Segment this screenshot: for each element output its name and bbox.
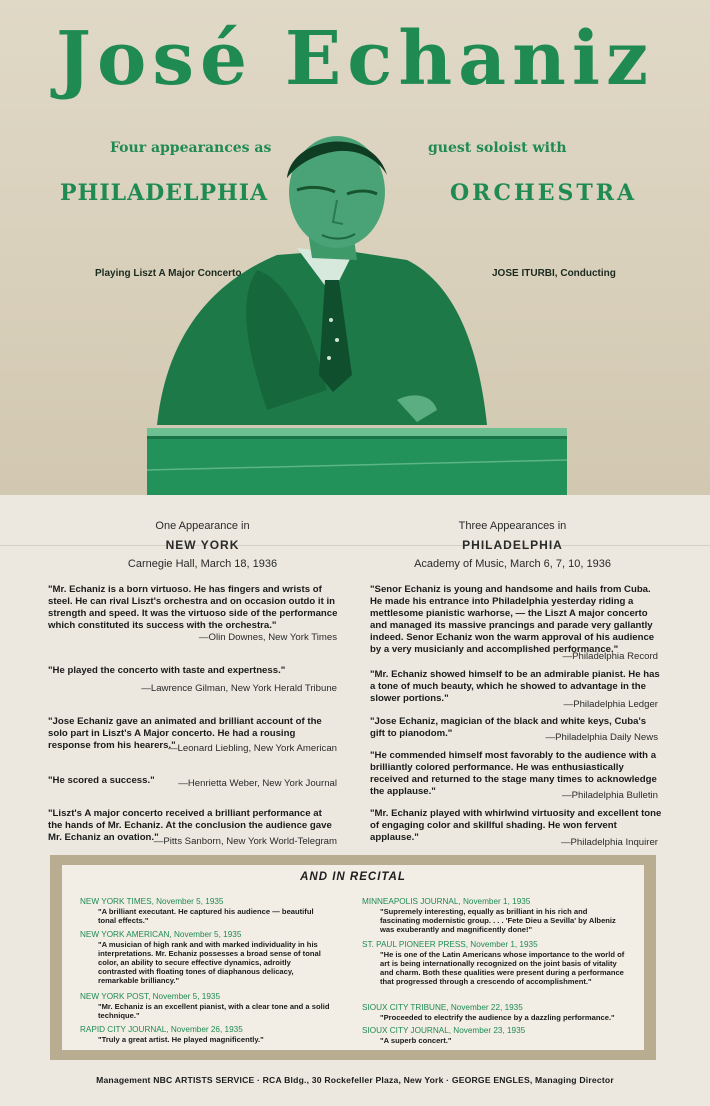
quote-text: "Liszt's A major concerto received a brilliant performance at the hands of Mr. Echaniz. At the conclusion the audience gave Mr. Echaniz an ovation." [48,808,332,843]
review-source: SIOUX CITY JOURNAL, November 23, 1935 [362,1026,526,1035]
quote-attribution: —Philadelphia Inquirer [560,837,658,848]
quote-attribution: —Lawrence Gilman, New York Herald Tribune [141,683,337,694]
review-source: SIOUX CITY TRIBUNE, November 22, 1935 [362,1003,523,1012]
left-appearance: One Appearance in [155,520,250,532]
recital-box [50,855,656,1060]
quote-attribution: —Leonard Liebling, New York American [167,743,337,754]
left-column-header [75,520,330,570]
review-quote: "Supremely interesting, equally as brilliant in his rich and fascinating modernistic group. . . . 'Fete Dieu a Sevilla' by Albeniz was exuberantly and magnificently done!" [380,907,616,934]
subtitle-left: Four appearances as [110,140,272,156]
quote-text: "He scored a success." [48,775,155,786]
review-quote: "A brilliant executant. He captured his audience — beautiful tonal effects." [98,907,314,925]
conductor-note: JOSE ITURBI, Conducting [492,268,616,279]
left-venue: Carnegie Hall, March 18, 1936 [127,558,278,570]
review-source: RAPID CITY JOURNAL, November 26, 1935 [80,1025,243,1034]
quote-text: "Senor Echaniz is young and handsome and hails from Cuba. He made his entrance into Philadelphia yesterday riding a mettlesome pianistic warhorse, — the Liszt A major concerto and managed its massive prancings and parade very gallantly indeed. Senor Echaniz won the warm approval of his audience by a very musicianly and accomplished performance." [370,584,655,655]
quote-text: "He commended himself most favorably to the audience with a brilliantly colored performance. He was enthusiastically received and returned to the stage many times to acknowledge the applause." [370,750,657,797]
management-footer: Management NBC ARTISTS SERVICE · RCA Bldg., 30 Rockefeller Plaza, New York · GEORGE ENGLES, Managing Director [96,1075,614,1085]
quote-text: "Mr. Echaniz showed himself to be an admirable pianist. He has a tone of much beauty, which he showed to advantage in the slower portions." [370,669,660,704]
review-quote: "Mr. Echaniz is an excellent pianist, with a clear tone and a solid technique." [98,1002,330,1020]
orchestra-word: ORCHESTRA [450,180,638,206]
right-column-header [385,520,640,570]
quote-text: "He played the concerto with taste and expertness." [48,665,286,676]
recital-panel [62,865,644,1050]
subtitle-right: guest soloist with [428,140,567,156]
left-city: NEW YORK [165,538,240,552]
playing-note: Playing Liszt A Major Concerto [95,268,242,279]
quote-text: "Mr. Echaniz is a born virtuoso. He has fingers and wrists of steel. He can rival Liszt's orchestra and on occasion outdo it in strength and speed. It was the virtuoso side of the performance which constituted its success with the orchestra." [48,584,338,631]
review-source: NEW YORK TIMES, November 5, 1935 [80,897,224,906]
review-source: ST. PAUL PIONEER PRESS, November 1, 1935 [362,940,538,949]
quote-attribution: —Pitts Sanborn, New York World-Telegram [153,836,337,847]
review-quote: "He is one of the Latin Americans whose importance to the world of art is being internationally recognized on the joint basis of vitality and charm. Both these qualities were present during a performance that progressed through a crescendo of accomplishment." [380,950,625,986]
quote-attribution: —Philadelphia Ledger [563,699,658,710]
right-venue: Academy of Music, March 6, 7, 10, 1936 [414,558,611,570]
quote-attribution: —Philadelphia Daily News [545,732,658,743]
orchestra-city: PHILADELPHIA [60,180,269,206]
quote-attribution: —Philadelphia Record [562,651,658,662]
review-quote: "A superb concert." [380,1036,452,1045]
quote-text: "Mr. Echaniz played with whirlwind virtuosity and excellent tone of engaging color and skillful shading. He won fervent applause." [370,808,662,843]
quote-attribution: —Olin Downes, New York Times [198,632,337,643]
review-quote: "Proceeded to electrify the audience by a dazzling performance." [380,1013,615,1022]
review-source: MINNEAPOLIS JOURNAL, November 1, 1935 [362,897,531,906]
quote-attribution: —Philadelphia Bulletin [562,790,658,801]
quote-attribution: —Henrietta Weber, New York Journal [178,778,337,789]
review-quote: "A musician of high rank and with marked individuality in his interpretations. Mr. Echaniz possesses a broad sense of tonal color, an ability to secure effective dynamics, adroitly contrasted with floating tones of diaphanous delicacy, remarkable brilliancy." [98,940,321,985]
pianist-photo-icon [147,130,567,495]
recital-title: AND IN RECITAL [300,871,406,883]
quote-text: "Jose Echaniz gave an animated and brilliant account of the solo part in Liszt's A Major concerto. He had a rousing response from his hearers." [48,716,322,751]
right-city: PHILADELPHIA [462,538,563,552]
artist-name: José Echaniz [55,16,655,102]
right-appearance: Three Appearances in [458,520,567,532]
quote-text: "Jose Echaniz, magician of the black and white keys, Cuba's gift to pianodom." [370,716,647,739]
review-quote: "Truly a great artist. He played magnificently." [98,1035,264,1044]
review-source: NEW YORK POST, November 5, 1935 [80,992,220,1001]
review-source: NEW YORK AMERICAN, November 5, 1935 [80,930,242,939]
